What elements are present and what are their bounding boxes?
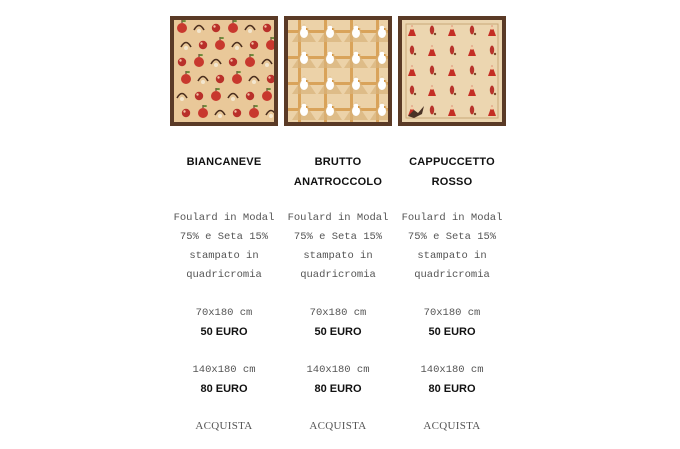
riding-hood-pattern-image xyxy=(402,20,502,122)
description-line: 75% e Seta 15% xyxy=(293,231,383,243)
product-title-line: BIANCANEVE xyxy=(186,156,262,168)
description-line: Foulard in Modal xyxy=(287,212,389,224)
buy-link[interactable]: ACQUISTA xyxy=(309,420,367,432)
product-description xyxy=(276,209,400,285)
price-small: 50 EURO xyxy=(428,326,476,338)
description-line: quadricromia xyxy=(300,269,376,281)
description-line: stampato in xyxy=(189,250,259,262)
price-large: 80 EURO xyxy=(314,383,362,395)
apple-pattern-image xyxy=(174,20,274,122)
size-large: 140x180 cm xyxy=(306,364,370,376)
price-small: 50 EURO xyxy=(200,326,248,338)
price-large: 80 EURO xyxy=(200,383,248,395)
buy-link[interactable]: ACQUISTA xyxy=(423,420,481,432)
description-line: stampato in xyxy=(417,250,487,262)
product-title-line: ANATROCCOLO xyxy=(293,176,383,188)
product-title xyxy=(392,152,512,192)
product-title xyxy=(278,152,398,192)
description-line: quadricromia xyxy=(414,269,490,281)
buy-link[interactable]: ACQUISTA xyxy=(195,420,253,432)
product-title xyxy=(164,152,284,172)
price-large: 80 EURO xyxy=(428,383,476,395)
product-title-line: BRUTTO xyxy=(314,156,362,168)
product-description xyxy=(162,209,286,285)
scarf-image-biancaneve[interactable] xyxy=(170,16,278,126)
size-large: 140x180 cm xyxy=(192,364,256,376)
scarf-image-cappuccetto-rosso[interactable] xyxy=(398,16,506,126)
description-line: stampato in xyxy=(303,250,373,262)
description-line: Foulard in Modal xyxy=(173,212,275,224)
product-title-line: CAPPUCCETTO xyxy=(409,156,495,168)
size-small: 70x180 cm xyxy=(423,307,481,319)
product-title-line: ROSSO xyxy=(431,176,473,188)
product-description xyxy=(390,209,514,285)
size-small: 70x180 cm xyxy=(309,307,367,319)
scarf-image-brutto-anatroccolo[interactable] xyxy=(284,16,392,126)
size-large: 140x180 cm xyxy=(420,364,484,376)
description-line: Foulard in Modal xyxy=(401,212,503,224)
description-line: 75% e Seta 15% xyxy=(179,231,269,243)
description-line: 75% e Seta 15% xyxy=(407,231,497,243)
description-line: quadricromia xyxy=(186,269,262,281)
price-small: 50 EURO xyxy=(314,326,362,338)
duck-pattern-image xyxy=(288,20,388,122)
size-small: 70x180 cm xyxy=(195,307,253,319)
